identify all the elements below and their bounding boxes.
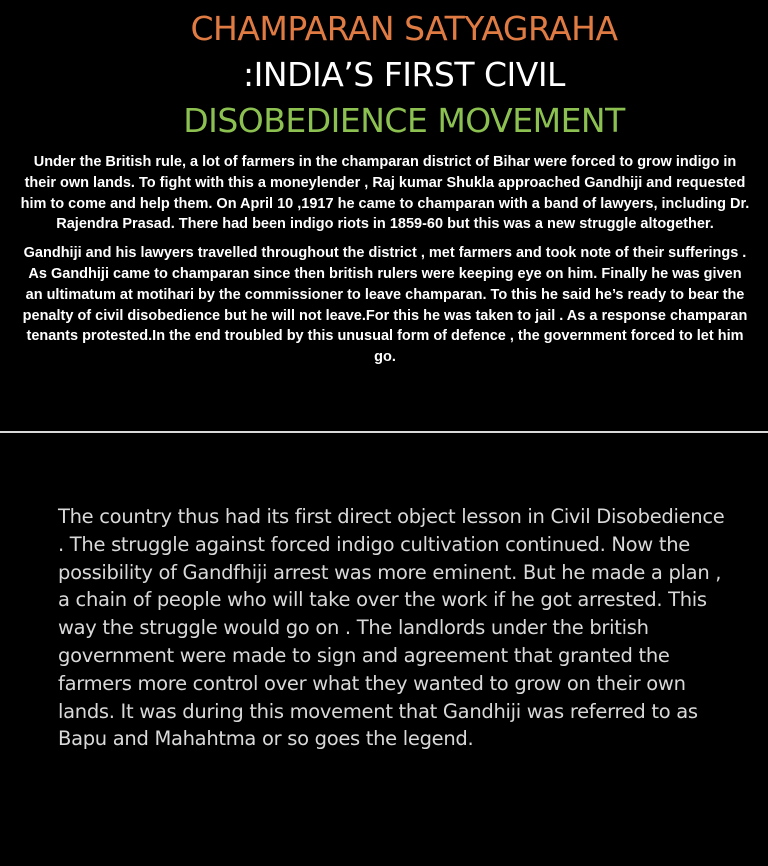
slide-1-body (18, 152, 752, 376)
slide-1 (0, 0, 768, 431)
title-line-1: CHAMPARAN SATYAGRAHA (190, 9, 618, 48)
paragraph-3: The country thus had its first direct object lesson in Civil Disobedience . The struggle against forced indigo cultivation continued. Now the possibility of Gandfhiji arrest was more eminent. But he made a plan , a chain of people who will take over the work if he got arrested. This way the struggle would go on . The landlords under the british government were made to sign and agreement that granted the farmers more control over what they wanted to grow on their own lands. It was during this movement that Gandhiji was referred to as Bapu and Mahahtma or so goes the legend. (58, 505, 725, 751)
title-line-2: :INDIA’S FIRST CIVIL (243, 55, 565, 94)
slide-2 (0, 433, 768, 866)
paragraph-1: Under the British rule, a lot of farmers in the champaran district of Bihar were forced to grow indigo in their own lands. To fight with this a moneylender , Raj kumar Shukla approached Gandhiji and requested him to come and help them. On April 10 ,1917 he came to champaran with a band of lawyers, including Dr. Rajendra Prasad. There had been indigo riots in 1859-60 but this was a new struggle altogether. (20, 154, 750, 233)
paragraph-2: Gandhiji and his lawyers travelled throughout the district , met farmers and took note of their sufferings . As Gandhiji came to champaran since then british rulers were keeping eye on him. Finally he was given an ultimatum at motihari by the commissioner to leave champaran. To this he said he’s ready to bear the penalty of civil disobedience but he will not leave.For this he was taken to jail . As a response champaran tenants protested.In the end troubled by this unusual form of defence , the government forced to let him go. (22, 245, 748, 366)
slide-2-body (58, 503, 734, 753)
title-line-3: DISOBEDIENCE MOVEMENT (183, 101, 625, 140)
slide-title (0, 6, 768, 144)
